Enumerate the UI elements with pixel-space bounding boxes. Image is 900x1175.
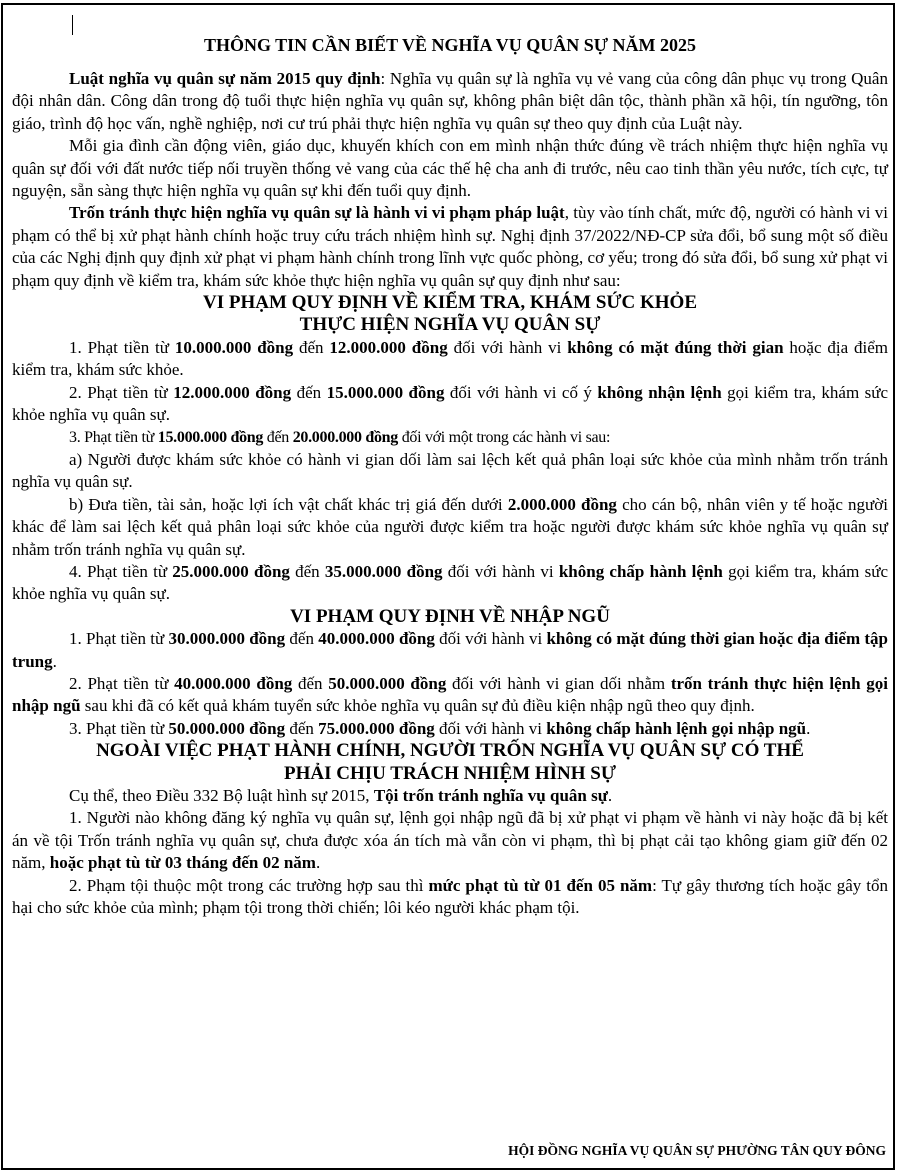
intro-paragraph-1: Luật nghĩa vụ quân sự năm 2015 quy định: Nghĩa vụ quân sự là nghĩa vụ vẻ vang của công dân phục vụ trong Quân đội nhân dân. Công dân trong độ tuổi thực hiện nghĩa vụ quân sự, không phân biệt dân tộc, thành phần xã hội, tín ngưỡng, tôn giáo, trình độ học vấn, nghề nghiệp, nơi cư trú phải thực hiện nghĩa vụ quân sự theo quy định của Luật này. bbox=[12, 69, 888, 133]
list-subitem: a) Người được khám sức khỏe có hành vi gian dối làm sai lệch kết quả phân loại sức khỏe của mình nhằm trốn tránh nghĩa vụ quân sự. bbox=[12, 449, 888, 492]
list-item: 3. Phạt tiền từ 50.000.000 đồng đến 75.000.000 đồng đối với hành vi không chấp hành lệnh gọi nhập ngũ. bbox=[69, 718, 811, 738]
intro-paragraph-2: Mỗi gia đình cần động viên, giáo dục, khuyến khích con em mình nhận thức đúng về trách nhiệm thực hiện nghĩa vụ quân sự đối với đất nước tiếp nối truyền thống vẻ vang của các thế hệ cha anh đi trước, nêu cao tinh thần yêu nước, tích cực, tự nguyện, sẵn sàng thực hiện nghĩa vụ quân sự khi đến tuổi quy định. bbox=[12, 136, 888, 201]
list-item: 1. Phạt tiền từ 30.000.000 đồng đến 40.000.000 đồng đối với hành vi không có mặt đúng thời gian hoặc địa điểm tập trung. bbox=[12, 629, 889, 671]
list-item: 2. Phạt tiền từ 40.000.000 đồng đến 50.000.000 đồng đối với hành vi gian dối nhằm trốn tránh thực hiện lệnh gọi nhập ngũ sau khi đã có kết quả khám tuyển sức khỏe nghĩa vụ quân sự đủ điều kiện nhập ngũ theo quy định. bbox=[12, 673, 889, 716]
section-heading-criminal-liability: NGOÀI VIỆC PHẠT HÀNH CHÍNH, NGƯỜI TRỐN NGHĨA VỤ QUÂN SỰ CÓ THỂ PHẢI CHỊU TRÁCH NHIỆM HÌNH SỰ bbox=[96, 740, 804, 784]
page-title: THÔNG TIN CẦN BIẾT VỀ NGHĨA VỤ QUÂN SỰ NĂM 2025 bbox=[203, 35, 697, 55]
document-body bbox=[12, 34, 888, 919]
list-item: 1. Phạt tiền từ 10.000.000 đồng đến 12.000.000 đồng đối với hành vi không có mặt đúng thời gian hoặc địa điểm kiểm tra, khám sức khỏe. bbox=[12, 337, 888, 380]
list-item: 4. Phạt tiền từ 25.000.000 đồng đến 35.000.000 đồng đối với hành vi không chấp hành lệnh gọi kiểm tra, khám sức khỏe nghĩa vụ quân sự. bbox=[12, 561, 888, 604]
list-subitem: b) Đưa tiền, tài sản, hoặc lợi ích vật chất khác trị giá đến dưới 2.000.000 đồng cho cán bộ, nhân viên y tế hoặc người khác để làm sai lệch kết quả phân loại sức khỏe của người được kiểm tra hoặc người được khám sức khỏe nghĩa vụ quân sự nhằm trốn tránh nghĩa vụ quân sự. bbox=[12, 494, 888, 559]
list-item: 2. Phạt tiền từ 12.000.000 đồng đến 15.000.000 đồng đối với hành vi cố ý không nhận lệnh gọi kiểm tra, khám sức khỏe nghĩa vụ quân sự. bbox=[12, 382, 889, 425]
section-heading-health-check: VI PHẠM QUY ĐỊNH VỀ KIỂM TRA, KHÁM SỨC KHỎE THỰC HIỆN NGHĨA VỤ QUÂN SỰ bbox=[202, 292, 698, 336]
list-item: 2. Phạm tội thuộc một trong các trường hợp sau thì mức phạt tù từ 01 đến 05 năm: Tự gây thương tích hoặc gây tổn hại cho sức khỏe của mình; phạm tội trong thời chiến; lôi kéo người khác phạm tội. bbox=[12, 875, 888, 918]
section-heading-enlistment: VI PHẠM QUY ĐỊNH VỀ NHẬP NGŨ bbox=[290, 605, 610, 627]
list-item: 1. Người nào không đăng ký nghĩa vụ quân sự, lệnh gọi nhập ngũ đã bị xử phạt vi phạm về hành vi này hoặc đã bị kết án về tội Trốn tránh nghĩa vụ quân sự, chưa được xóa án tích mà vẫn còn vi phạm, thì bị phạt cải tạo không giam giữ đến 02 năm, hoặc phạt tù từ 03 tháng đến 02 năm. bbox=[12, 808, 888, 873]
list-item: 3. Phạt tiền từ 15.000.000 đồng đến 20.000.000 đồng đối với một trong các hành vi sau: bbox=[69, 428, 611, 446]
margin-mark bbox=[72, 15, 73, 35]
intro-paragraph-3: Trốn tránh thực hiện nghĩa vụ quân sự là hành vi vi phạm pháp luật, tùy vào tính chất, mức độ, người có hành vi vi phạm có thể bị xử phạt hành chính hoặc truy cứu trách nhiệm hình sự. Nghị định 37/2022/NĐ-CP sửa đổi, bổ sung một số điều của các Nghị định quy định xử phạt vi phạm hành chính trong lĩnh vực quốc phòng, cơ yếu; trong đó sửa đổi, bổ sung xử phạt vi phạm quy định về kiểm tra, khám sức khỏe thực hiện nghĩa vụ quân sự quy định như sau: bbox=[12, 203, 888, 290]
section-lead: Cụ thể, theo Điều 332 Bộ luật hình sự 2015, Tội trốn tránh nghĩa vụ quân sự. bbox=[69, 786, 613, 805]
issuer-signature: HỘI ĐỒNG NGHĨA VỤ QUÂN SỰ PHƯỜNG TÂN QUY ĐÔNG bbox=[508, 1143, 886, 1158]
